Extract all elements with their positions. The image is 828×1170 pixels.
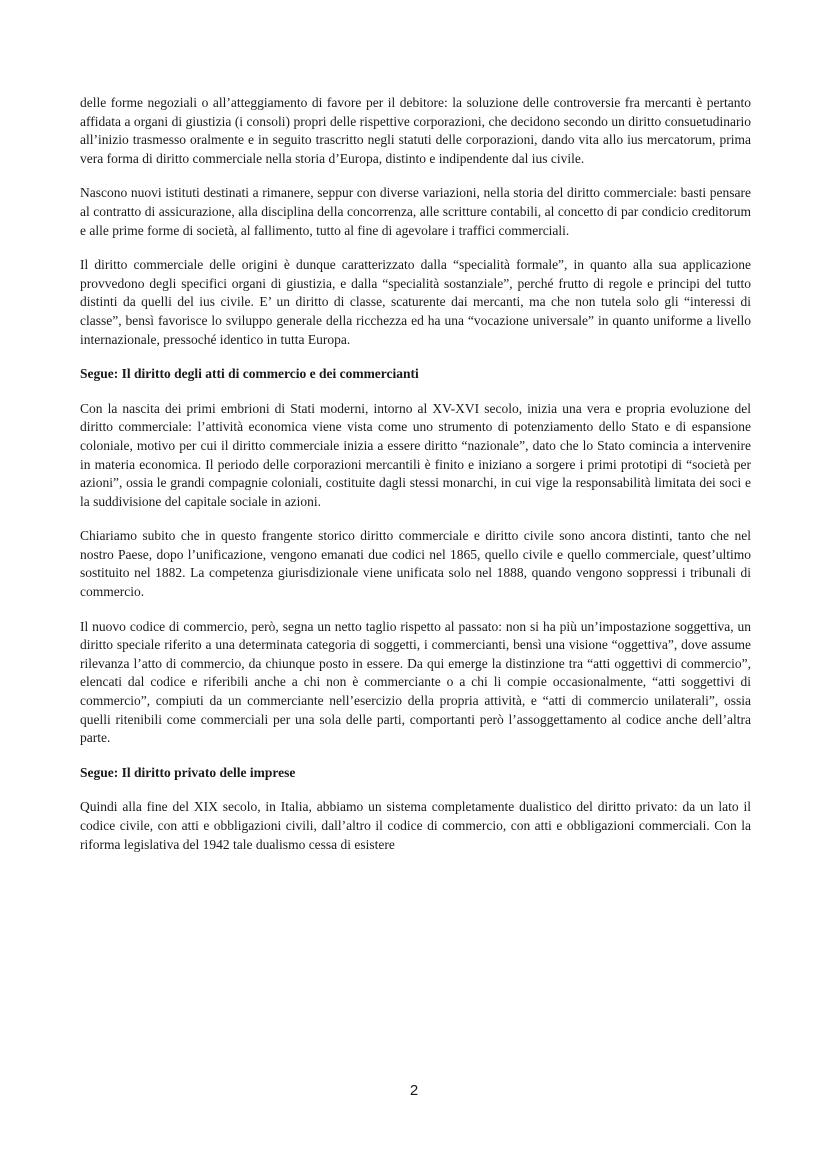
paragraph-diritto-commerciale-origini: Il diritto commerciale delle origini è dunque caratterizzato dalla “specialità formale”, in quanto alla sua applicazione provvedono degli specifici organi di giustizia, e dalla “specialità sostanziale”, perché frutto di regole e principi del tutto distinti da quelli del ius civile. E’ un diritto di classe, scaturente dai mercanti, ma che non tutela solo gli “interessi di classe”, bensì favorisce lo sviluppo generale della ricchezza ed ha una “vocazione universale” in quanto uniforme a livello internazionale, pressoché identico in tutta Europa. [80, 257, 751, 347]
paragraph-sistema-dualistico: Quindi alla fine del XIX secolo, in Italia, abbiamo un sistema completamente dualistico del diritto privato: da un lato il codice civile, con atti e obbligazioni civili, dall’altro il codice di commercio, con atti e obbligazioni commerciali. Con la riforma legislativa del 1942 tale dualismo cessa di esistere [80, 799, 751, 852]
paragraph-ius-mercatorum: delle forme negoziali o all’atteggiamento di favore per il debitore: la soluzione delle controversie fra mercanti è pertanto affidata a organi di giustizia (i consoli) propri delle rispettive corporazioni, che decidono secondo un diritto consuetudinario all’inizio trasmesso oralmente e in seguito trascritto negli statuti delle corporazioni, dando vita allo ius mercatorum, prima vera forma di diritto commerciale nella storia d’Europa, distinto e indipendente dal ius civile. [80, 95, 751, 166]
page-number: 2 [409, 1082, 419, 1099]
paragraph-nuovi-istituti: Nascono nuovi istituti destinati a rimanere, seppur con diverse variazioni, nella storia del diritto commerciale: basti pensare al contratto di assicurazione, alla disciplina della concorrenza, alle scritture contabili, al concetto di par condicio creditorum e alle prime forme di società, al fallimento, tutto al fine di agevolare i traffici commerciali. [80, 185, 751, 238]
section-heading-diritto-privato-imprese: Segue: Il diritto privato delle imprese [80, 764, 296, 780]
paragraph-nuovo-codice-commercio: Il nuovo codice di commercio, però, segna un netto taglio rispetto al passato: non si ha più un’impostazione soggettiva, un diritto speciale riferito a una determinata categoria di soggetti, i commercianti, bensì una visione “oggettiva”, dove assume rilevanza l’atto di commercio, da chiunque posto in essere. Da qui emerge la distinzione tra “atti oggettivi di commercio”, elencati dal codice e riferibili anche a chi non è commerciante o a chi li compie occasionalmente, “atti soggettivi di commercio”, compiuti da un commerciante nell’esercizio della propria attività, e “atti di commercio unilaterali”, ossia quelli ritenibili come commerciali per una sola delle parti, comportanti però l’assoggettamento al codice anche dell’altra parte. [80, 618, 751, 746]
paragraph-stati-moderni: Con la nascita dei primi embrioni di Stati moderni, intorno al XV-XVI secolo, inizia una vera e propria evoluzione del diritto commerciale: l’attività economica viene vista come uno strumento di potenziamento dello Stato e di espansione coloniale, motivo per cui il diritto commerciale inizia a essere diritto “nazionale”, dato che lo Stato comincia a intervenire in materia economica. Il periodo delle corporazioni mercantili è finito e iniziano a sorgere i primi prototipi di “società per azioni”, ossia le grandi compagnie coloniali, costituite dagli stessi monarchi, in cui vige la responsabilità limitata dei soci e la suddivisione del capitale sociale in azioni. [80, 400, 751, 509]
document-body [80, 94, 751, 870]
section-heading-atti-di-commercio: Segue: Il diritto degli atti di commercio e dei commercianti [80, 366, 419, 382]
paragraph-codici-1865: Chiariamo subito che in questo frangente storico diritto commerciale e diritto civile sono ancora distinti, tanto che nel nostro Paese, dopo l’unificazione, vengono emanati due codici nel 1865, quello civile e quello commerciale, quest’ultimo sostituito nel 1882. La competenza giurisdizionale viene unificata solo nel 1888, quando vengono soppressi i tribunali di commercio. [80, 528, 751, 600]
